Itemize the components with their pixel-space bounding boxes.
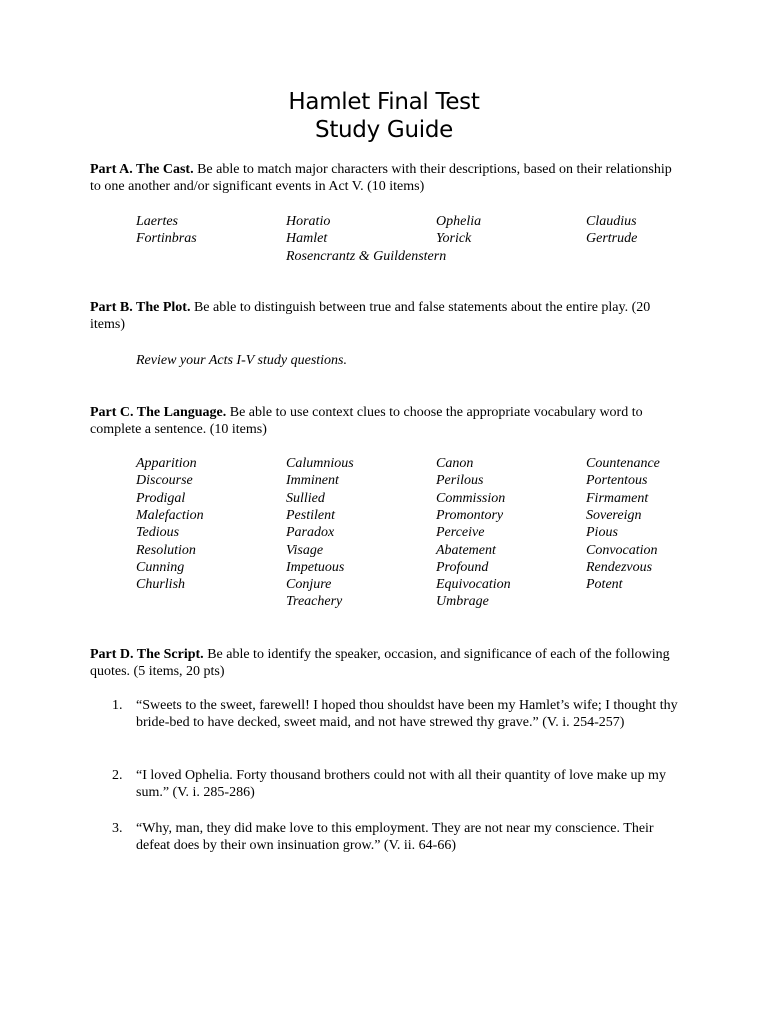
- vocabulary-word: Pestilent: [286, 507, 335, 523]
- cast-name: Gertrude: [586, 231, 638, 247]
- vocabulary-word: Rendezvous: [586, 559, 653, 575]
- vocabulary-word: Perilous: [436, 473, 484, 489]
- quote-text: “I loved Ophelia. Forty thousand brothers could not with all their quantity of love make up my sum.” (V. i. 285-286): [136, 768, 666, 800]
- part-c-heading: Part C. The Language.: [90, 405, 227, 420]
- vocabulary-word: Potent: [586, 577, 623, 593]
- vocabulary-word: Promontory: [436, 507, 504, 523]
- vocabulary-word: Abatement: [436, 542, 496, 558]
- cast-name: Fortinbras: [136, 231, 197, 247]
- quote-item: [112, 820, 682, 854]
- title-line-1: Hamlet Final Test: [288, 89, 480, 115]
- vocabulary-word: Imminent: [286, 473, 339, 489]
- part-b-text: Be able to distinguish between true and false statements about the entire play. (20 items): [90, 300, 651, 332]
- vocabulary-word: Perceive: [436, 525, 485, 541]
- vocabulary-word: Prodigal: [136, 490, 186, 506]
- vocabulary-word: Equivocation: [436, 577, 511, 593]
- vocabulary-word: Countenance: [586, 456, 660, 471]
- vocabulary-word: Discourse: [136, 473, 193, 489]
- part-d-instructions: [90, 646, 680, 680]
- vocabulary-word: Visage: [286, 542, 324, 558]
- part-d-text: Be able to identify the speaker, occasion, and significance of each of the following quotes. (5 items, 20 pts): [90, 647, 670, 679]
- quote-number: 1.: [112, 698, 123, 713]
- vocabulary-word: Portentous: [586, 473, 648, 489]
- cast-name: Rosencrantz & Guildenstern: [286, 248, 447, 264]
- cast-name: Hamlet: [286, 231, 328, 247]
- vocabulary-word: Umbrage: [436, 594, 489, 610]
- part-b-heading: Part B. The Plot.: [90, 300, 191, 315]
- part-a-heading: Part A. The Cast.: [90, 162, 194, 177]
- part-b-note: Review your Acts I-V study questions.: [136, 353, 347, 368]
- vocabulary-word: Conjure: [286, 577, 332, 593]
- quote-text: “Why, man, they did make love to this employment. They are not near my conscience. Their defeat does by their own insinuation grow.” (V. ii. 64-66): [136, 821, 654, 853]
- part-c-text: Be able to use context clues to choose the appropriate vocabulary word to complete a sentence. (10 items): [90, 405, 643, 437]
- part-a-text: Be able to match major characters with their descriptions, based on their relationship to one another and/or significant events in Act V. (10 items): [90, 162, 672, 194]
- vocabulary-word: Pious: [586, 525, 618, 541]
- vocabulary-word: Churlish: [136, 577, 186, 593]
- vocabulary-word: Apparition: [136, 456, 197, 471]
- vocabulary-word: Canon: [436, 456, 474, 471]
- cast-name: Horatio: [286, 214, 331, 229]
- vocabulary-word: Sullied: [286, 490, 325, 506]
- part-a-instructions: [90, 161, 680, 195]
- quote-item: [112, 767, 682, 801]
- vocabulary-word: Firmament: [586, 490, 649, 506]
- cast-name: Laertes: [136, 214, 178, 229]
- vocabulary-word: Resolution: [136, 542, 196, 558]
- page-title: [0, 88, 768, 144]
- part-b-instructions: [90, 299, 680, 333]
- cast-name: Ophelia: [436, 214, 482, 229]
- part-d-heading: Part D. The Script.: [90, 647, 204, 662]
- vocabulary-word: Impetuous: [286, 559, 345, 575]
- quote-number: 3.: [112, 821, 123, 836]
- vocabulary-word: Cunning: [136, 559, 185, 575]
- vocabulary-word: Calumnious: [286, 456, 354, 471]
- vocabulary-word: Malefaction: [136, 507, 204, 523]
- quote-item: [112, 697, 682, 731]
- vocabulary-word: Convocation: [586, 542, 658, 558]
- quote-text: “Sweets to the sweet, farewell! I hoped thou shouldst have been my Hamlet’s wife; I thought thy bride-bed to have decked, sweet maid, and not have strewed thy grave.” (V. i. 254-257): [136, 698, 678, 730]
- quote-number: 2.: [112, 768, 123, 783]
- vocabulary-word: Sovereign: [586, 507, 642, 523]
- part-c-instructions: [90, 404, 680, 438]
- vocabulary-word: Paradox: [286, 525, 335, 541]
- vocabulary-word: Tedious: [136, 525, 180, 541]
- cast-name: Claudius: [586, 214, 637, 229]
- vocabulary-word: Commission: [436, 490, 506, 506]
- cast-name: Yorick: [436, 231, 472, 247]
- title-line-2: Study Guide: [315, 117, 453, 143]
- vocabulary-word: Treachery: [286, 594, 343, 610]
- vocabulary-word: Profound: [436, 559, 489, 575]
